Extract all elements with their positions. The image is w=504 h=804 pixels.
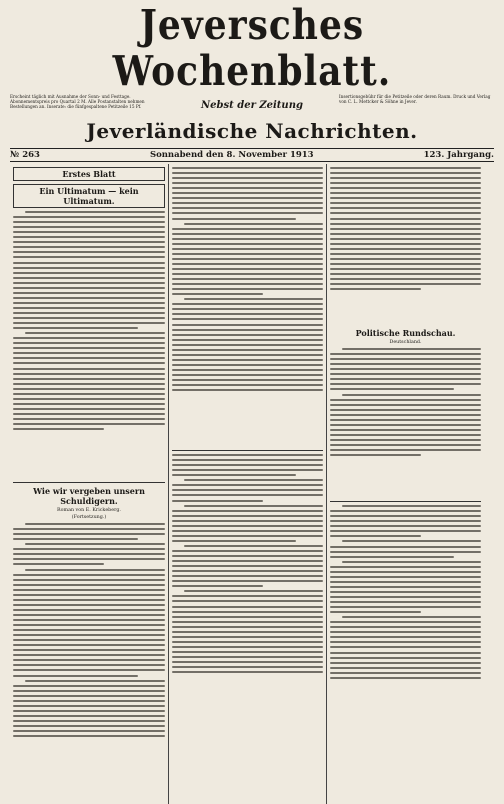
political-roundup-subhead: Deutschland. [389, 340, 422, 346]
article-body-ultimatum [13, 211, 165, 479]
column-3 [326, 164, 484, 804]
section-divider [13, 482, 165, 483]
article-body-continued [172, 167, 323, 447]
issue-number: № 263 [10, 150, 40, 160]
dateline [10, 148, 494, 162]
supplement-note: Nebst der Zeitung [201, 100, 303, 111]
section-divider-2 [172, 450, 323, 451]
masthead-subtitle: Jeverländische Nachrichten. [86, 119, 418, 143]
newspaper-page [10, 0, 494, 714]
issue-date: Sonnabend den 8. November 1913 [149, 150, 314, 160]
feuilleton-body-continued [172, 454, 323, 804]
feuilleton-heading: Wie wir vergeben unsern Schuldigern. [33, 486, 145, 507]
political-roundup-body [330, 348, 481, 498]
section-divider-3 [330, 501, 481, 502]
column-2 [168, 164, 326, 804]
political-roundup-heading: Politische Rundschau. [355, 328, 456, 339]
feuilleton-continuation: (Fortsetzung.) [71, 515, 107, 521]
article-heading-ultimatum: Ein Ultimatum — kein Ultimatum. [13, 184, 165, 208]
volume-year: 123. Jahrgang. [423, 150, 494, 160]
masthead-subline [10, 94, 494, 120]
feuilleton-body-col3 [330, 505, 481, 804]
section-heading-first-sheet: Erstes Blatt [13, 167, 165, 181]
publisher-info: Insertionsgebühr für die Petitzeile oder deren Raum. Druck und Verlag von C. L. Mettcker & Söhne in Jever. [338, 94, 491, 105]
feuilleton-body [13, 523, 165, 804]
column-1 [10, 164, 168, 804]
subscription-info: Erscheint täglich mit Ausnahme der Sonn- und Festtage. Abonnementspreis pro Quartal 2 M. Alle Postanstalten nehmen Bestellungen an. Inserate: die fünfgespaltene Petitzeile 15 Pf. [10, 94, 145, 110]
feuilleton-byline: Roman von E. Krickeberg. [57, 508, 121, 514]
masthead-title: Jeversches Wochenblatt. [112, 0, 392, 96]
article-columns [10, 164, 494, 804]
article-body-col3-top [330, 167, 481, 325]
